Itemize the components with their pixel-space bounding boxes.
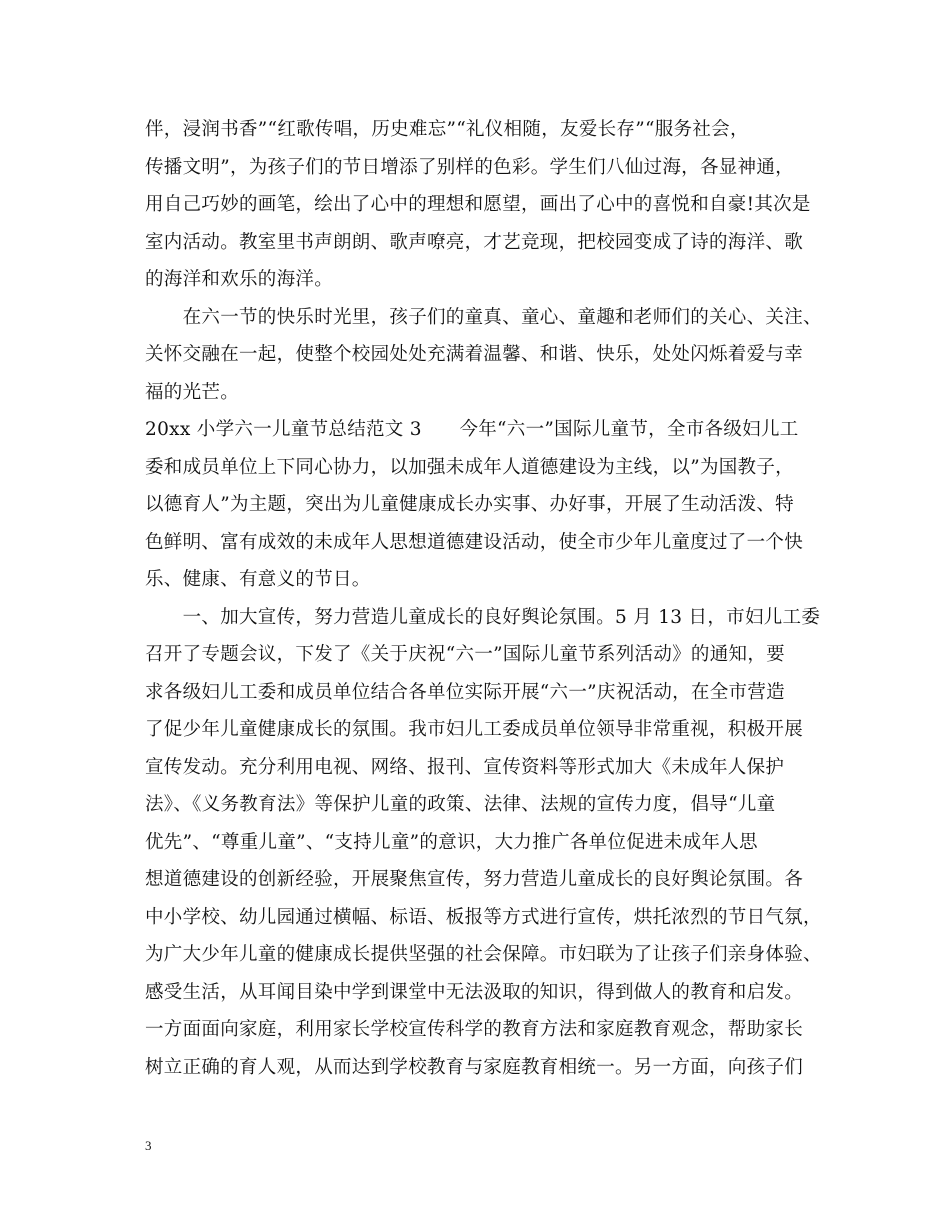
text-line: 传播文明”，为孩子们的节日增添了别样的色彩。学生们八仙过海，各显神通， — [145, 157, 794, 178]
text-line: 中小学校、幼儿园通过横幅、标语、板报等方式进行宣传，烘托浓烈的节日气氛， — [145, 907, 822, 928]
text-line: 为广大少年儿童的健康成长提供坚强的社会保障。市妇联为了让孩子们亲身体验、 — [145, 944, 822, 965]
text-line: 用自己巧妙的画笔，绘出了心中的理想和愿望，画出了心中的喜悦和自豪!其次是 — [145, 194, 811, 215]
text-line: 委和成员单位上下同心协力，以加强未成年人道德建设为主线，以”为国教子， — [145, 457, 794, 478]
text-line: 召开了专题会议，下发了《关于庆祝“六一”国际儿童节系列活动》的通知，要 — [145, 644, 785, 665]
text-line: 室内活动。教室里书声朗朗、歌声嘹亮，才艺竞现，把校园变成了诗的海洋、歌 — [145, 232, 804, 253]
text-line: 伴，浸润书香”“红歌传唱，历史难忘”“礼仪相随，友爱长存”“服务社会， — [145, 119, 749, 140]
text-line: 法》、《义务教育法》等保护儿童的政策、法律、法规的宣传力度，倡导“儿童 — [145, 794, 776, 815]
text-line: 关怀交融在一起，使整个校园处处充满着温馨、和谐、快乐，处处闪烁着爱与幸 — [145, 344, 804, 365]
text-line: 宣传发动。充分利用电视、网络、报刊、宣传资料等形式加大《未成年人保护 — [145, 757, 785, 778]
text-line: 求各级妇儿工委和成员单位结合各单位实际开展“六一”庆祝活动，在全市营造 — [145, 682, 785, 703]
text-line: 感受生活，从耳闻目染中学到课堂中无法汲取的知识，得到做人的教育和启发。 — [145, 982, 804, 1003]
text-line: 树立正确的育人观，从而达到学校教育与家庭教育相统一。另一方面，向孩子们 — [145, 1057, 804, 1078]
text-line: 色鲜明、富有成效的未成年人思想道德建设活动，使全市少年儿童度过了一个快 — [145, 532, 804, 553]
text-line: 乐、健康、有意义的节日。 — [145, 569, 371, 590]
text-line: 一、加大宣传，努力营造儿童成长的良好舆论氛围。5 月 13 日，市妇儿工委 — [145, 607, 821, 628]
page-number: 3 — [145, 1138, 152, 1153]
text-line: 福的光芒。 — [145, 382, 240, 403]
text-line: 优先”、“尊重儿童”、“支持儿童”的意识，大力推广各单位促进未成年人思 — [145, 832, 758, 853]
text-line: 想道德建设的创新经验，开展聚焦宣传，努力营造儿童成长的良好舆论氛围。各 — [145, 869, 804, 890]
text-line: 20xx 小学六一儿童节总结范文 3 今年“六一”国际儿童节，全市各级妇儿工 — [145, 419, 799, 440]
text-line: 了促少年儿童健康成长的氛围。我市妇儿工委成员单位领导非常重视，积极开展 — [145, 719, 804, 740]
text-line: 一方面面向家庭，利用家长学校宣传科学的教育方法和家庭教育观念，帮助家长 — [145, 1019, 804, 1040]
text-line: 以德育人”为主题，突出为儿童健康成长办实事、办好事，开展了生动活泼、特 — [145, 494, 794, 515]
text-line: 在六一节的快乐时光里，孩子们的童真、童心、童趣和老师们的关心、关注、 — [145, 307, 822, 328]
text-line: 的海洋和欢乐的海洋。 — [145, 269, 334, 290]
